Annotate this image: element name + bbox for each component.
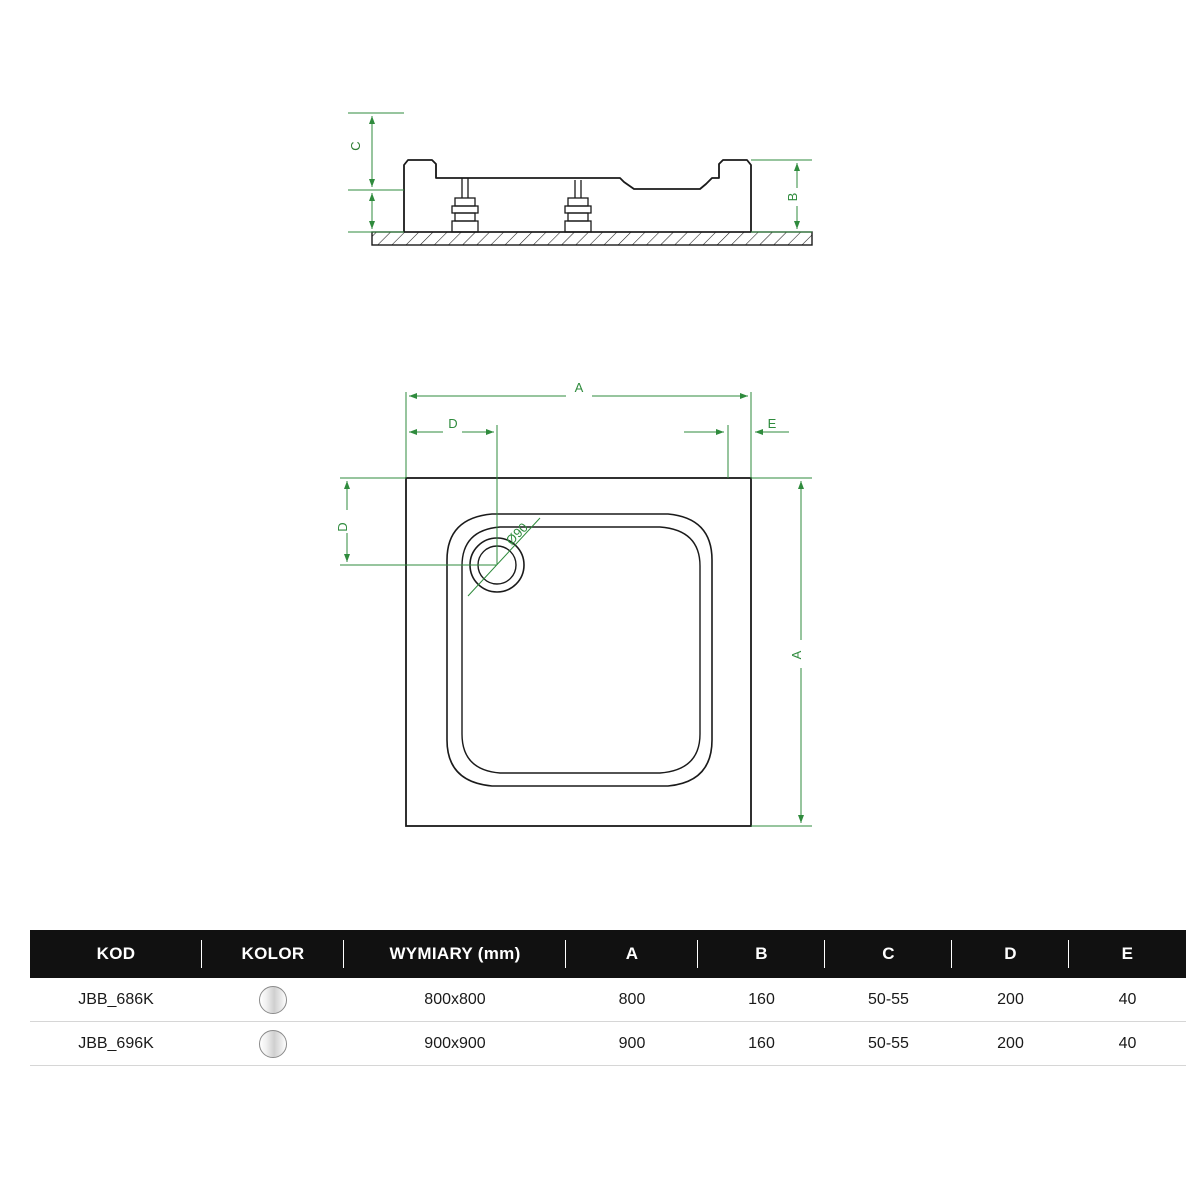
chrome-swatch-icon: [259, 986, 287, 1014]
dimension-label-a-top: A: [574, 380, 584, 395]
column-header-a: A: [566, 930, 698, 978]
dimension-label-a-right: A: [789, 650, 804, 660]
column-header-kod: KOD: [30, 930, 202, 978]
cell-a: 800: [566, 978, 698, 1022]
column-header-kolor: KOLOR: [202, 930, 344, 978]
column-header-c: C: [825, 930, 952, 978]
cell-d: 200: [952, 1022, 1069, 1066]
side-section-view: [348, 113, 812, 245]
cell-kod: JBB_696K: [30, 1022, 202, 1066]
cell-c: 50-55: [825, 1022, 952, 1066]
cell-c: 50-55: [825, 978, 952, 1022]
cell-wymiary: 900x900: [344, 1022, 566, 1066]
column-header-b: B: [698, 930, 825, 978]
chrome-swatch-icon: [259, 1030, 287, 1058]
cell-d: 200: [952, 978, 1069, 1022]
column-header-e: E: [1069, 930, 1186, 978]
cell-e: 40: [1069, 978, 1186, 1022]
column-header-d: D: [952, 930, 1069, 978]
dimension-label-b: B: [785, 192, 800, 202]
column-header-wymiary: WYMIARY (mm): [344, 930, 566, 978]
cell-wymiary: 800x800: [344, 978, 566, 1022]
dimension-label-c: C: [348, 141, 363, 151]
drain-diameter-label: Ø90: [502, 519, 531, 548]
cell-a: 900: [566, 1022, 698, 1066]
table-row: [30, 1022, 1186, 1066]
dimension-label-d-left: D: [335, 522, 350, 532]
cell-e: 40: [1069, 1022, 1186, 1066]
table-header-row: [30, 930, 1186, 978]
cell-kod: JBB_686K: [30, 978, 202, 1022]
cell-b: 160: [698, 1022, 825, 1066]
dimension-label-e-top: E: [767, 416, 777, 431]
dimension-label-d-top: D: [448, 416, 458, 431]
table-row: [30, 978, 1186, 1022]
specification-table: [30, 930, 1170, 1066]
cell-kolor: [202, 978, 344, 1022]
top-plan-view: [335, 380, 812, 826]
cell-b: 160: [698, 978, 825, 1022]
cell-kolor: [202, 1022, 344, 1066]
